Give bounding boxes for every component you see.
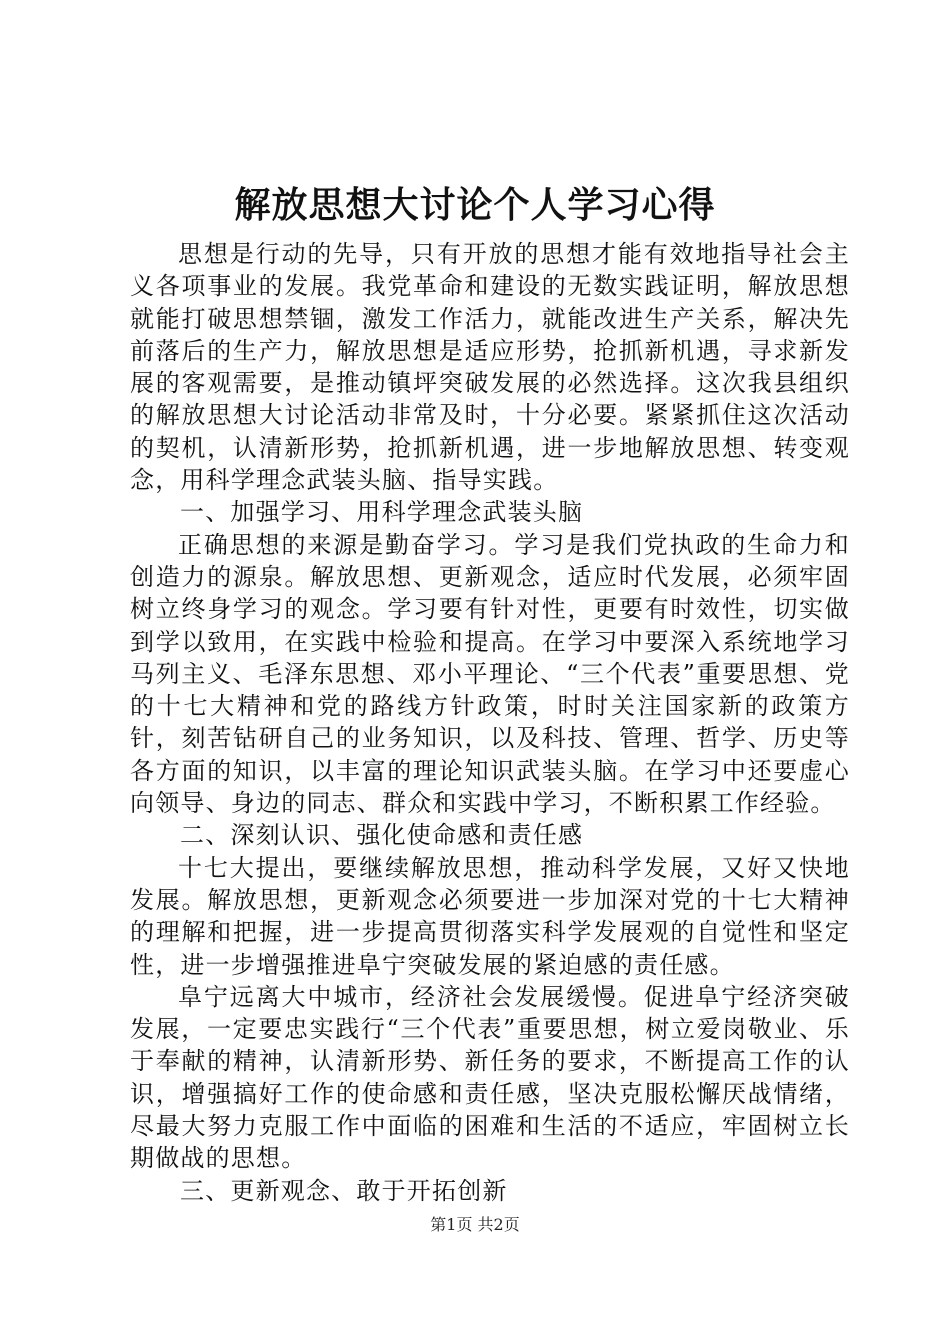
- page-number-footer: 第1页 共2页: [430, 1215, 520, 1234]
- document-title: 解放思想大讨论个人学习心得: [234, 184, 716, 226]
- paragraph-intro: 思想是行动的先导，只有开放的思想才能有效地指导社会主义各项事业的发展。我党革命和建设的无数实践证明，解放思想就能打破思想禁锢，激发工作活力，就能改进生产关系，解决先前落后的生产力，解放思想是适应形势，抢抓新机遇，寻求新发展的客观需要，是推动镇坪突破发展的必然选择。这次我县组织的解放思想大讨论活动非常及时，十分必要。紧紧抓住这次活动的契机，认清新形势，抢抓新机遇，进一步地解放思想、转变观念，用科学理念武装头脑、指导实践。: [130, 240, 850, 495]
- section-heading-3: 三、更新观念、敢于开拓创新: [180, 1176, 508, 1205]
- section-heading-2: 二、深刻认识、强化使命感和责任感: [180, 821, 584, 850]
- document-body: [130, 238, 850, 1207]
- section-heading-1: 一、加强学习、用科学理念武装头脑: [180, 498, 584, 527]
- paragraph-section-1: 正确思想的来源是勤奋学习。学习是我们党执政的生命力和创造力的源泉。解放思想、更新观念，适应时代发展，必须牢固树立终身学习的观念。学习要有针对性，更要有时效性，切实做到学以致用，在实践中检验和提高。在学习中要深入系统地学习马列主义、毛泽东思想、邓小平理论、“三个代表”重要思想、党的十七大精神和党的路线方针政策，时时关注国家新的政策方针，刻苦钻研自己的业务知识，以及科技、管理、哲学、历史等各方面的知识，以丰富的理论知识武装头脑。在学习中还要虚心向领导、身边的同志、群众和实践中学习，不断积累工作经验。: [130, 530, 850, 818]
- paragraph-section-2a: 十七大提出，要继续解放思想，推动科学发展，又好又快地发展。解放思想，更新观念必须要进一步加深对党的十七大精神的理解和把握，进一步提高贯彻落实科学发展观的自觉性和坚定性，进一步增强推进阜宁突破发展的紧迫感的责任感。: [130, 853, 850, 979]
- paragraph-section-2b: 阜宁远离大中城市，经济社会发展缓慢。促进阜宁经济突破发展，一定要忠实践行“三个代表”重要思想，树立爱岗敬业、乐于奉献的精神，认清新形势、新任务的要求，不断提高工作的认识，增强搞好工作的使命感和责任感，坚决克服松懈厌战情绪，尽最大努力克服工作中面临的困难和生活的不适应，牢固树立长期做战的思想。: [130, 982, 850, 1173]
